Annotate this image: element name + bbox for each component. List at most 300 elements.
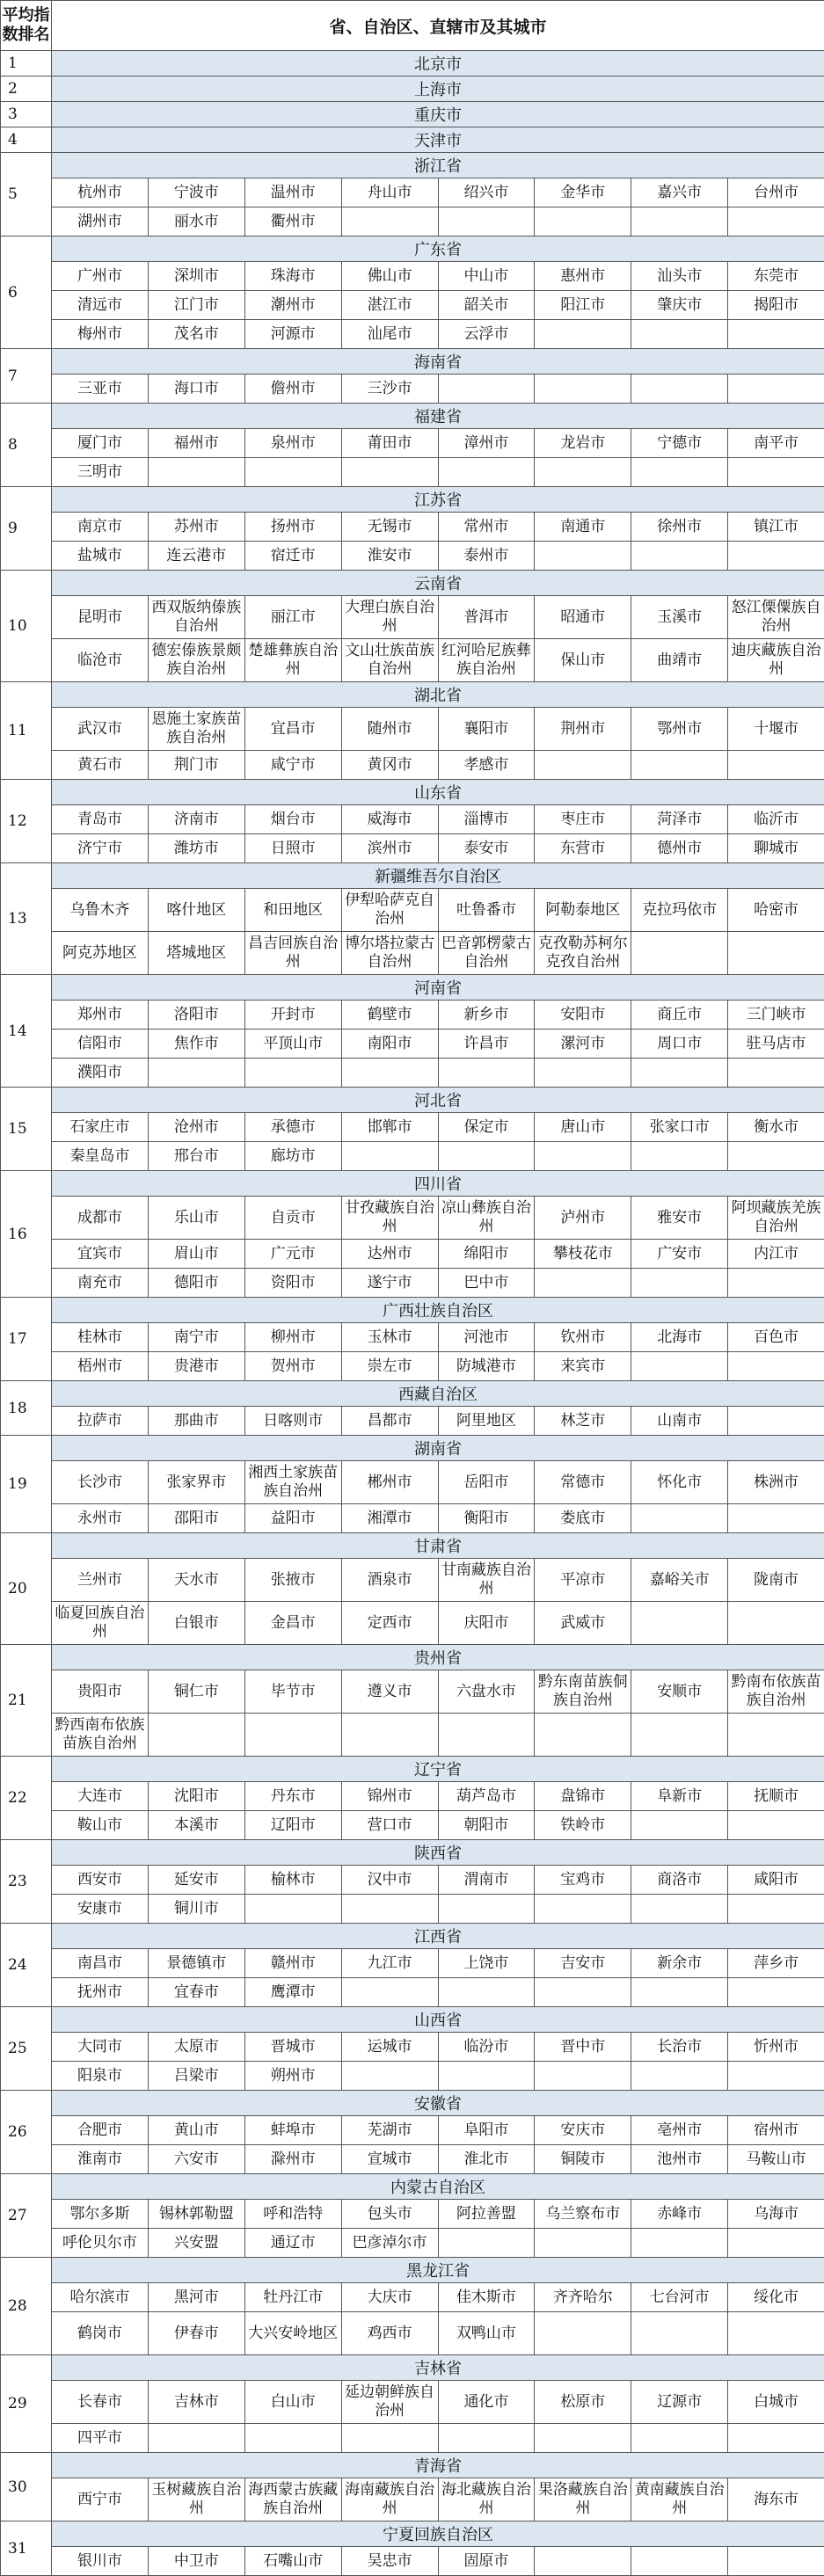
province-row [1, 1840, 824, 1866]
empty-cell [535, 375, 631, 404]
city-row [1, 889, 824, 932]
city-cell: 石嘴山市 [244, 2547, 341, 2576]
city-cell: 衢州市 [244, 207, 341, 236]
city-cell: 钦州市 [535, 1323, 631, 1352]
city-cell: 怀化市 [631, 1461, 728, 1504]
city-row [1, 458, 824, 487]
empty-cell [631, 375, 728, 404]
city-cell: 成都市 [52, 1197, 149, 1240]
city-cell: 温州市 [244, 178, 341, 207]
province-name: 安徽省 [52, 2091, 824, 2116]
city-cell: 泰州市 [438, 542, 535, 571]
province-name: 湖南省 [52, 1436, 824, 1461]
city-row [1, 639, 824, 682]
city-cell: 海西蒙古族藏族自治州 [244, 2478, 341, 2521]
city-cell: 泸州市 [535, 1197, 631, 1240]
city-cell: 保定市 [438, 1113, 535, 1142]
city-cell: 齐齐哈尔 [535, 2283, 631, 2312]
city-cell: 鹤壁市 [341, 1001, 438, 1030]
province-row [1, 236, 824, 262]
city-cell: 南平市 [728, 429, 824, 458]
empty-cell [631, 932, 728, 975]
city-cell: 葫芦岛市 [438, 1782, 535, 1811]
city-cell: 林芝市 [535, 1407, 631, 1436]
city-cell: 池州市 [631, 2145, 728, 2174]
city-cell: 喀什地区 [148, 889, 244, 932]
city-row [1, 2033, 824, 2062]
empty-cell [535, 1142, 631, 1171]
province-name: 青海省 [52, 2453, 824, 2478]
city-cell: 朝阳市 [438, 1811, 535, 1840]
city-cell: 梅州市 [52, 320, 149, 349]
city-cell: 鹤岗市 [52, 2312, 149, 2355]
rank-cell: 15 [1, 1088, 52, 1171]
city-cell: 承德市 [244, 1113, 341, 1142]
city-cell: 宿迁市 [244, 542, 341, 571]
city-cell: 徐州市 [631, 513, 728, 542]
rank-column-header: 平均指数排名 [1, 1, 52, 51]
city-cell: 宣城市 [341, 2145, 438, 2174]
province-row [1, 780, 824, 805]
city-cell: 周口市 [631, 1030, 728, 1059]
rank-cell: 31 [1, 2521, 52, 2576]
rank-cell: 4 [1, 127, 52, 153]
province-row [1, 1088, 824, 1113]
city-row [1, 1559, 824, 1602]
city-row [1, 178, 824, 207]
city-cell: 淮安市 [341, 542, 438, 571]
city-cell: 潮州市 [244, 291, 341, 320]
city-cell: 沈阳市 [148, 1782, 244, 1811]
empty-cell [631, 2424, 728, 2453]
city-cell: 乌海市 [728, 2200, 824, 2229]
city-cell: 鹰潭市 [244, 1978, 341, 2007]
city-cell: 绍兴市 [438, 178, 535, 207]
city-cell: 长春市 [52, 2381, 149, 2424]
city-cell: 三门峡市 [728, 1001, 824, 1030]
city-cell: 河池市 [438, 1323, 535, 1352]
city-cell: 七台河市 [631, 2283, 728, 2312]
city-cell: 宁德市 [631, 429, 728, 458]
city-cell: 金华市 [535, 178, 631, 207]
city-cell: 乌鲁木齐 [52, 889, 149, 932]
empty-cell [728, 1602, 824, 1645]
city-cell: 安顺市 [631, 1670, 728, 1714]
city-row [1, 2200, 824, 2229]
empty-cell [631, 1714, 728, 1757]
rank-cell: 8 [1, 404, 52, 487]
province-name: 江西省 [52, 1924, 824, 1949]
empty-cell [631, 1269, 728, 1298]
empty-cell [341, 2424, 438, 2453]
city-cell: 武汉市 [52, 708, 149, 751]
city-cell: 扬州市 [244, 513, 341, 542]
city-cell: 贵港市 [148, 1352, 244, 1381]
city-cell: 巴中市 [438, 1269, 535, 1298]
empty-cell [341, 1978, 438, 2007]
rank-cell: 1 [1, 51, 52, 76]
city-cell: 张家界市 [148, 1461, 244, 1504]
province-name: 江苏省 [52, 487, 824, 513]
city-cell: 荆州市 [535, 708, 631, 751]
province-row [1, 2258, 824, 2283]
city-cell: 达州市 [341, 1240, 438, 1269]
city-cell: 六安市 [148, 2145, 244, 2174]
city-cell: 三明市 [52, 458, 149, 487]
province-name: 福建省 [52, 404, 824, 429]
empty-cell [728, 932, 824, 975]
city-cell: 吴忠市 [341, 2547, 438, 2576]
empty-cell [244, 2424, 341, 2453]
empty-cell [631, 1352, 728, 1381]
city-row [1, 751, 824, 780]
rank-cell: 2 [1, 76, 52, 102]
city-row [1, 1030, 824, 1059]
city-row [1, 1811, 824, 1840]
city-cell: 驻马店市 [728, 1030, 824, 1059]
city-cell: 那曲市 [148, 1407, 244, 1436]
empty-cell [244, 458, 341, 487]
city-cell: 郴州市 [341, 1461, 438, 1504]
city-cell: 阳泉市 [52, 2062, 149, 2091]
city-cell: 开封市 [244, 1001, 341, 1030]
city-cell: 海东市 [728, 2478, 824, 2521]
city-cell: 盘锦市 [535, 1782, 631, 1811]
city-cell: 儋州市 [244, 375, 341, 404]
province-row [1, 2355, 824, 2381]
city-cell: 益阳市 [244, 1504, 341, 1533]
city-cell: 芜湖市 [341, 2116, 438, 2145]
city-row [1, 708, 824, 751]
rank-cell: 21 [1, 1645, 52, 1757]
empty-cell [728, 2062, 824, 2091]
city-cell: 文山壮族苗族自治州 [341, 639, 438, 682]
empty-cell [728, 2229, 824, 2258]
city-cell: 郑州市 [52, 1001, 149, 1030]
province-row [1, 1757, 824, 1782]
city-cell: 中卫市 [148, 2547, 244, 2576]
city-cell: 新乡市 [438, 1001, 535, 1030]
city-cell: 德州市 [631, 834, 728, 863]
city-cell: 济宁市 [52, 834, 149, 863]
empty-cell [341, 1142, 438, 1171]
city-row [1, 1978, 824, 2007]
city-cell: 遵义市 [341, 1670, 438, 1714]
rank-cell: 19 [1, 1436, 52, 1533]
city-cell: 马鞍山市 [728, 2145, 824, 2174]
empty-cell [535, 1895, 631, 1924]
city-cell: 酒泉市 [341, 1559, 438, 1602]
province-name: 陕西省 [52, 1840, 824, 1866]
empty-cell [631, 1895, 728, 1924]
empty-cell [341, 458, 438, 487]
city-cell: 营口市 [341, 1811, 438, 1840]
city-cell: 铜川市 [148, 1895, 244, 1924]
city-row [1, 1352, 824, 1381]
city-cell: 平凉市 [535, 1559, 631, 1602]
city-cell: 厦门市 [52, 429, 149, 458]
city-cell: 鞍山市 [52, 1811, 149, 1840]
city-cell: 怒江傈僳族自治州 [728, 596, 824, 639]
city-cell: 普洱市 [438, 596, 535, 639]
city-cell: 宜昌市 [244, 708, 341, 751]
empty-cell [535, 2062, 631, 2091]
city-row [1, 2229, 824, 2258]
province-name: 上海市 [52, 76, 824, 102]
city-cell: 百色市 [728, 1323, 824, 1352]
city-cell: 珠海市 [244, 262, 341, 291]
province-row [1, 571, 824, 596]
city-cell: 漯河市 [535, 1030, 631, 1059]
city-cell: 黄山市 [148, 2116, 244, 2145]
city-cell: 云浮市 [438, 320, 535, 349]
empty-cell [631, 2062, 728, 2091]
city-cell: 广安市 [631, 1240, 728, 1269]
city-cell: 德宏傣族景颇族自治州 [148, 639, 244, 682]
city-row [1, 1602, 824, 1645]
empty-cell [728, 751, 824, 780]
city-row [1, 1461, 824, 1504]
city-row [1, 1113, 824, 1142]
city-cell: 长沙市 [52, 1461, 149, 1504]
city-row [1, 1782, 824, 1811]
city-cell: 忻州市 [728, 2033, 824, 2062]
city-cell: 丽江市 [244, 596, 341, 639]
province-row [1, 975, 824, 1001]
city-cell: 防城港市 [438, 1352, 535, 1381]
province-row [1, 1298, 824, 1323]
city-cell: 石家庄市 [52, 1113, 149, 1142]
city-row [1, 2062, 824, 2091]
city-cell: 北海市 [631, 1323, 728, 1352]
city-cell: 上饶市 [438, 1949, 535, 1978]
city-cell: 铁岭市 [535, 1811, 631, 1840]
header-row [1, 1, 824, 51]
city-cell: 黔东南苗族侗族自治州 [535, 1670, 631, 1714]
city-cell: 临沂市 [728, 805, 824, 834]
city-row [1, 1407, 824, 1436]
empty-cell [148, 1059, 244, 1088]
city-cell: 太原市 [148, 2033, 244, 2062]
city-cell: 德阳市 [148, 1269, 244, 1298]
city-cell: 本溪市 [148, 1811, 244, 1840]
city-row [1, 262, 824, 291]
city-cell: 聊城市 [728, 834, 824, 863]
empty-cell [244, 1895, 341, 1924]
city-cell: 宿州市 [728, 2116, 824, 2145]
city-row [1, 834, 824, 863]
city-row [1, 1670, 824, 1714]
city-cell: 玉树藏族自治州 [148, 2478, 244, 2521]
city-cell: 大同市 [52, 2033, 149, 2062]
empty-cell [535, 751, 631, 780]
city-cell: 绵阳市 [438, 1240, 535, 1269]
province-name: 西藏自治区 [52, 1381, 824, 1407]
city-cell: 萍乡市 [728, 1949, 824, 1978]
city-row [1, 2381, 824, 2424]
rank-cell: 10 [1, 571, 52, 682]
empty-cell [535, 1269, 631, 1298]
rank-cell: 24 [1, 1924, 52, 2007]
rank-cell: 28 [1, 2258, 52, 2355]
empty-cell [728, 1978, 824, 2007]
city-cell: 锡林郭勒盟 [148, 2200, 244, 2229]
city-row [1, 1269, 824, 1298]
empty-cell [728, 1811, 824, 1840]
city-cell: 泉州市 [244, 429, 341, 458]
city-cell: 大庆市 [341, 2283, 438, 2312]
city-cell: 南昌市 [52, 1949, 149, 1978]
city-cell: 无锡市 [341, 513, 438, 542]
city-cell: 阿坝藏族羌族自治州 [728, 1197, 824, 1240]
empty-cell [728, 320, 824, 349]
city-cell: 铜仁市 [148, 1670, 244, 1714]
city-cell: 贺州市 [244, 1352, 341, 1381]
city-cell: 焦作市 [148, 1030, 244, 1059]
province-row [1, 682, 824, 708]
empty-cell [244, 1714, 341, 1757]
rank-cell: 23 [1, 1840, 52, 1924]
province-row [1, 2453, 824, 2478]
city-cell: 朔州市 [244, 2062, 341, 2091]
city-cell: 南宁市 [148, 1323, 244, 1352]
empty-cell [728, 2424, 824, 2453]
empty-cell [438, 1059, 535, 1088]
city-row [1, 1714, 824, 1757]
city-cell: 商洛市 [631, 1866, 728, 1895]
city-cell: 孝感市 [438, 751, 535, 780]
province-name: 海南省 [52, 349, 824, 375]
province-row [1, 1924, 824, 1949]
city-cell: 双鸭山市 [438, 2312, 535, 2355]
city-cell: 毕节市 [244, 1670, 341, 1714]
empty-cell [631, 1059, 728, 1088]
city-cell: 张家口市 [631, 1113, 728, 1142]
city-cell: 乐山市 [148, 1197, 244, 1240]
city-cell: 丹东市 [244, 1782, 341, 1811]
city-cell: 廊坊市 [244, 1142, 341, 1171]
city-cell: 甘南藏族自治州 [438, 1559, 535, 1602]
city-cell: 鸡西市 [341, 2312, 438, 2355]
city-cell: 博尔塔拉蒙古自治州 [341, 932, 438, 975]
table-title: 省、自治区、直辖市及其城市 [52, 1, 824, 51]
city-cell: 保山市 [535, 639, 631, 682]
city-cell: 梧州市 [52, 1352, 149, 1381]
city-cell: 自贡市 [244, 1197, 341, 1240]
city-row [1, 375, 824, 404]
empty-cell [728, 1504, 824, 1533]
empty-cell [535, 542, 631, 571]
province-name: 河北省 [52, 1088, 824, 1113]
empty-cell [535, 207, 631, 236]
city-row [1, 1240, 824, 1269]
city-cell: 西双版纳傣族自治州 [148, 596, 244, 639]
province-name: 山西省 [52, 2007, 824, 2033]
city-cell: 拉萨市 [52, 1407, 149, 1436]
city-cell: 河源市 [244, 320, 341, 349]
city-row [1, 596, 824, 639]
city-cell: 连云港市 [148, 542, 244, 571]
empty-cell [631, 320, 728, 349]
province-row [1, 51, 824, 76]
city-cell: 黔西南布依族苗族自治州 [52, 1714, 149, 1757]
city-cell: 信阳市 [52, 1030, 149, 1059]
city-cell: 昌都市 [341, 1407, 438, 1436]
empty-cell [535, 2229, 631, 2258]
city-cell: 九江市 [341, 1949, 438, 1978]
city-cell: 楚雄彝族自治州 [244, 639, 341, 682]
table-body [1, 51, 824, 2576]
city-row [1, 1059, 824, 1088]
city-cell: 庆阳市 [438, 1602, 535, 1645]
city-cell: 汉中市 [341, 1866, 438, 1895]
empty-cell [631, 542, 728, 571]
empty-cell [728, 1059, 824, 1088]
province-name: 山东省 [52, 780, 824, 805]
city-row [1, 2312, 824, 2355]
city-cell: 南京市 [52, 513, 149, 542]
city-cell: 吉林市 [148, 2381, 244, 2424]
city-cell: 海北藏族自治州 [438, 2478, 535, 2521]
city-row [1, 1323, 824, 1352]
city-cell: 咸宁市 [244, 751, 341, 780]
city-cell: 淮南市 [52, 2145, 149, 2174]
city-cell: 巴音郭楞蒙古自治州 [438, 932, 535, 975]
rank-cell: 22 [1, 1757, 52, 1840]
city-cell: 江门市 [148, 291, 244, 320]
rank-cell: 29 [1, 2355, 52, 2453]
city-cell: 吕梁市 [148, 2062, 244, 2091]
empty-cell [631, 1811, 728, 1840]
rank-cell: 25 [1, 2007, 52, 2091]
empty-cell [728, 1714, 824, 1757]
city-cell: 山南市 [631, 1407, 728, 1436]
city-row [1, 2145, 824, 2174]
city-cell: 海口市 [148, 375, 244, 404]
city-cell: 通辽市 [244, 2229, 341, 2258]
city-cell: 娄底市 [535, 1504, 631, 1533]
city-cell: 吉安市 [535, 1949, 631, 1978]
city-cell: 眉山市 [148, 1240, 244, 1269]
city-cell: 新余市 [631, 1949, 728, 1978]
empty-cell [631, 2229, 728, 2258]
city-row [1, 2478, 824, 2521]
province-name: 北京市 [52, 51, 824, 76]
empty-cell [341, 1895, 438, 1924]
city-cell: 大连市 [52, 1782, 149, 1811]
province-name: 辽宁省 [52, 1757, 824, 1782]
city-cell: 湘潭市 [341, 1504, 438, 1533]
city-cell: 嘉兴市 [631, 178, 728, 207]
province-row [1, 2521, 824, 2547]
city-cell: 西安市 [52, 1866, 149, 1895]
city-cell: 邵阳市 [148, 1504, 244, 1533]
city-row [1, 207, 824, 236]
city-row [1, 1866, 824, 1895]
city-cell: 景德镇市 [148, 1949, 244, 1978]
city-cell: 枣庄市 [535, 805, 631, 834]
city-cell: 玉林市 [341, 1323, 438, 1352]
empty-cell [438, 1895, 535, 1924]
city-cell: 阿勒泰地区 [535, 889, 631, 932]
city-cell: 大理白族自治州 [341, 596, 438, 639]
empty-cell [438, 1142, 535, 1171]
city-cell: 黄冈市 [341, 751, 438, 780]
city-row [1, 1001, 824, 1030]
city-cell: 荆门市 [148, 751, 244, 780]
city-cell: 舟山市 [341, 178, 438, 207]
city-cell: 烟台市 [244, 805, 341, 834]
